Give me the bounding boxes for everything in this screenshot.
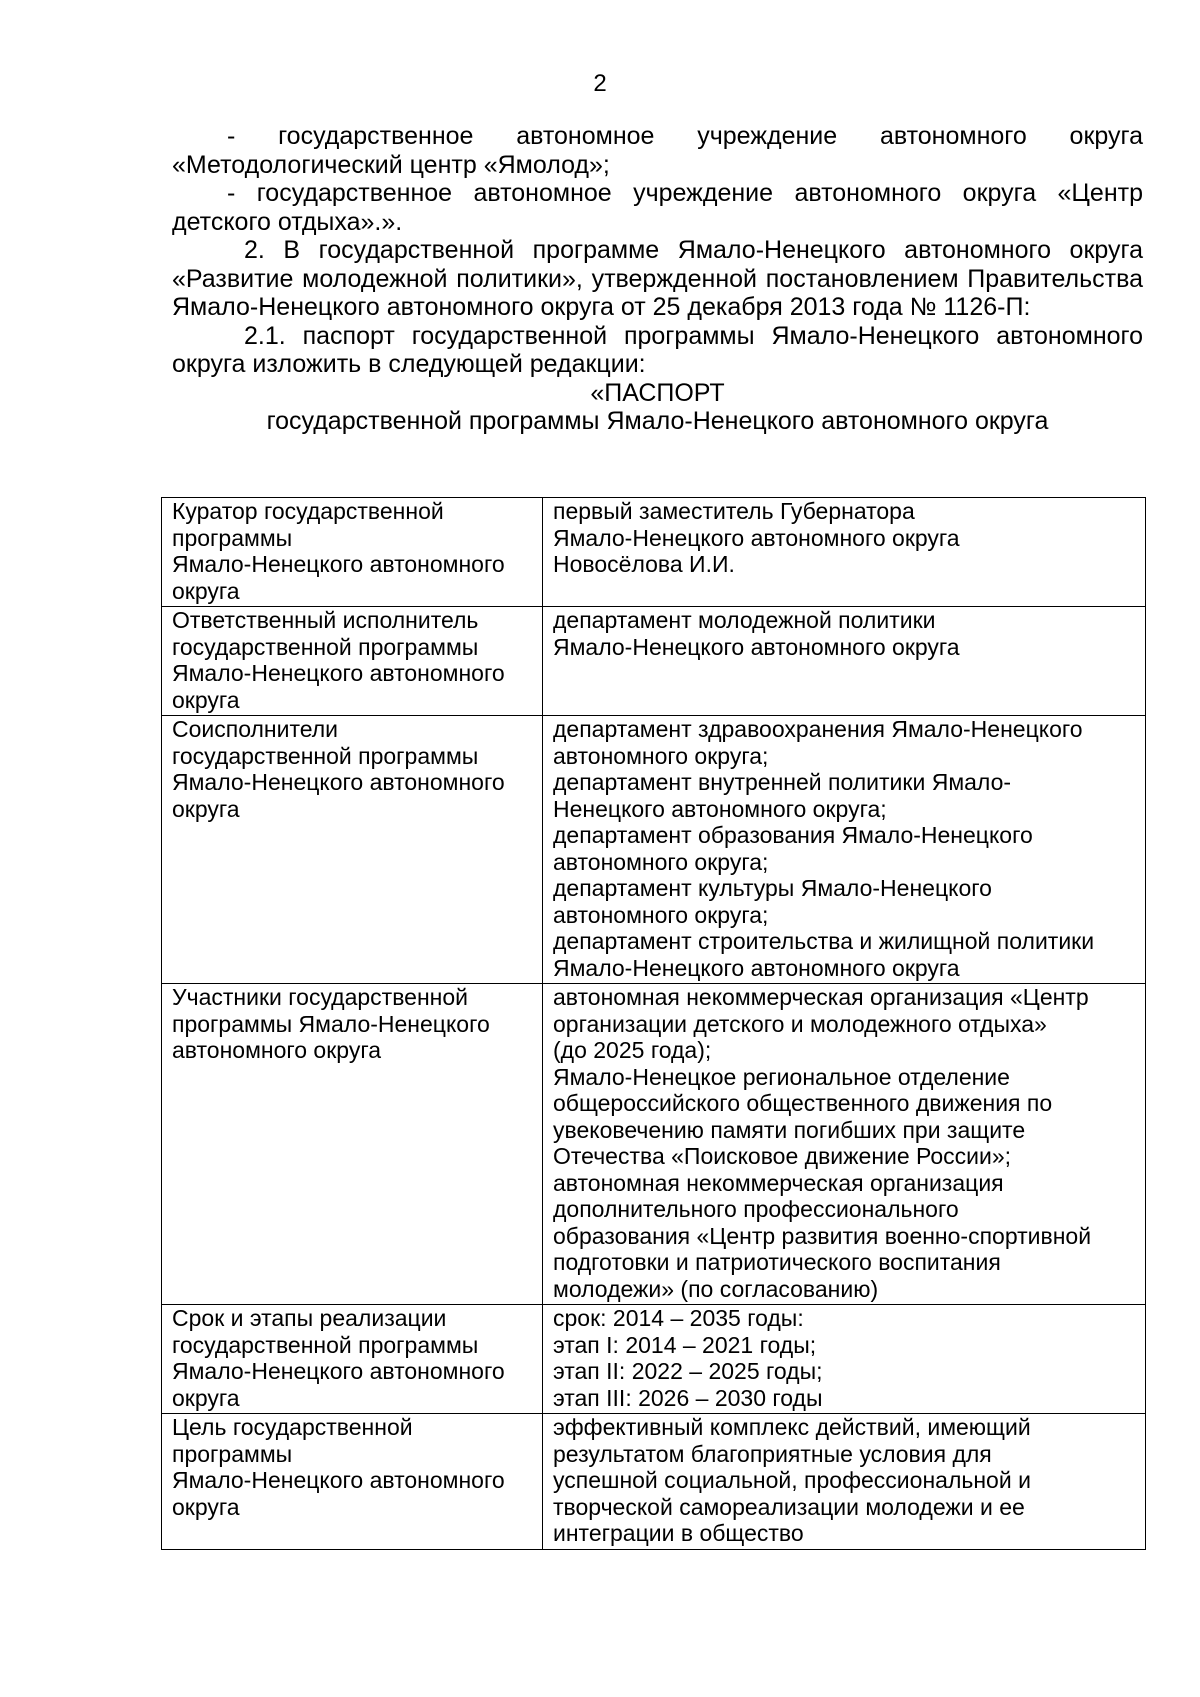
row-label-line: округа: [172, 1493, 240, 1520]
row-value-line: автономная некоммерческая организация: [553, 1169, 1004, 1196]
row-label-line: округа: [172, 577, 240, 604]
row-label-line: государственной программы: [172, 742, 479, 769]
paragraph-item-2-1: 2.1. паспорт государственной программы Ямало-Ненецкого автономного округа изложить в следующей редакции:: [172, 321, 1143, 378]
row-value-line: успешной социальной, профессиональной и: [553, 1467, 1031, 1493]
row-value-cell: [543, 984, 1146, 1305]
row-label-line: государственной программы: [172, 633, 479, 660]
row-label-cell: [162, 984, 543, 1305]
table-row: [162, 607, 1146, 716]
row-value-line: департамент здравоохранения Ямало-Ненецкого: [553, 716, 1083, 742]
row-value-line: департамент молодежной политики: [553, 607, 936, 633]
paragraph-bullet-1: - государственное автономное учреждение автономного округа «Методологический центр «Ямолод»;: [172, 122, 1143, 179]
row-value-cell: [543, 1305, 1146, 1414]
passport-table-body: [162, 498, 1146, 1550]
table-row: [162, 1414, 1146, 1550]
row-value-line: департамент образования Ямало-Ненецкого: [553, 822, 1033, 848]
row-label-line: округа: [172, 686, 240, 713]
row-label-line: Куратор государственной: [172, 498, 444, 524]
row-value-line: Новосёлова И.И.: [553, 551, 735, 577]
row-value-line: этап II: 2022 – 2025 годы;: [553, 1358, 823, 1384]
table-row: [162, 498, 1146, 607]
row-value-line: (до 2025 года);: [553, 1037, 712, 1063]
row-label-line: округа: [172, 795, 240, 822]
passport-title: «ПАСПОРТ: [590, 378, 725, 407]
row-label-line: Ямало-Ненецкого автономного: [172, 769, 505, 795]
row-label-line: Срок и этапы реализации: [172, 1305, 447, 1331]
row-value-line: общероссийского общественного движения по: [553, 1090, 1053, 1116]
row-label-line: Ямало-Ненецкого автономного: [172, 660, 505, 686]
row-label-line: Ямало-Ненецкого автономного: [172, 1467, 505, 1493]
row-value-line: срок: 2014 – 2035 годы:: [553, 1305, 804, 1331]
paragraph-item-2: 2. В государственной программе Ямало-Ненецкого автономного округа «Развитие молодежной политики», утвержденной постановлением Правительства Ямало-Ненецкого автономного округа от 25 декабря 2013 года № 1126-П:: [172, 236, 1143, 321]
row-value-line: дополнительного профессионального: [553, 1196, 959, 1222]
row-value-line: департамент строительства и жилищной политики: [553, 928, 1095, 954]
row-value-line: Ямало-Ненецкого автономного округа: [553, 524, 960, 551]
paragraph-bullet-2: - государственное автономное учреждение автономного округа «Центр детского отдыха».».: [172, 179, 1143, 236]
row-value-line: организации детского и молодежного отдыха»: [553, 1010, 1047, 1037]
row-label-line: программы: [172, 524, 293, 551]
passport-subtitle: государственной программы Ямало-Ненецкого автономного округа: [266, 407, 1049, 435]
row-value-cell: [543, 1414, 1146, 1550]
table-row: [162, 716, 1146, 984]
row-value-line: молодежи» (по согласованию): [553, 1275, 879, 1302]
row-value-line: автономная некоммерческая организация «Центр: [553, 984, 1089, 1010]
table-row: [162, 984, 1146, 1305]
row-label-line: Соисполнители: [172, 716, 339, 742]
row-value-line: результатом благоприятные условия для: [553, 1440, 992, 1467]
row-value-line: этап III: 2026 – 2030 годы: [553, 1384, 823, 1411]
passport-table: [161, 497, 1146, 1550]
row-value-line: первый заместитель Губернатора: [553, 498, 915, 524]
row-label-line: Ямало-Ненецкого автономного: [172, 551, 505, 577]
row-value-line: интеграции в общество: [553, 1520, 804, 1546]
row-label-line: Ямало-Ненецкого автономного: [172, 1358, 505, 1384]
row-label-line: Цель государственной: [172, 1414, 413, 1440]
row-value-line: департамент культуры Ямало-Ненецкого: [553, 875, 992, 901]
row-value-line: образования «Центр развития военно-спортивной: [553, 1222, 1092, 1249]
row-label-cell: [162, 1305, 543, 1414]
row-label-cell: [162, 1414, 543, 1550]
row-label-line: Ответственный исполнитель: [172, 607, 479, 633]
row-value-line: автономного округа;: [553, 742, 769, 769]
row-label-line: округа: [172, 1384, 240, 1411]
row-value-line: подготовки и патриотического воспитания: [553, 1249, 1001, 1275]
document-body: [172, 122, 1143, 436]
row-value-line: Ямало-Ненецкое региональное отделение: [553, 1063, 1010, 1090]
row-label-cell: [162, 498, 543, 607]
row-value-line: Ямало-Ненецкого автономного округа: [553, 633, 960, 660]
row-label-line: программы Ямало-Ненецкого: [172, 1010, 490, 1037]
row-value-line: Ненецкого автономного округа;: [553, 795, 887, 822]
row-value-line: Отечества «Поисковое движение России»;: [553, 1143, 1012, 1169]
row-label-line: программы: [172, 1440, 293, 1467]
row-value-line: автономного округа;: [553, 848, 769, 875]
row-value-line: Ямало-Ненецкого автономного округа: [553, 954, 960, 981]
row-value-line: автономного округа;: [553, 901, 769, 928]
row-value-cell: [543, 716, 1146, 984]
row-label-cell: [162, 716, 543, 984]
row-label-cell: [162, 607, 543, 716]
row-label-line: Участники государственной: [172, 984, 469, 1010]
row-label-line: автономного округа: [172, 1037, 381, 1063]
row-value-line: этап I: 2014 – 2021 годы;: [553, 1331, 817, 1358]
row-value-line: увековечению памяти погибших при защите: [553, 1116, 1026, 1143]
row-value-line: творческой самореализации молодежи и ее: [553, 1493, 1025, 1520]
page-number: 2: [593, 70, 607, 97]
row-label-line: государственной программы: [172, 1331, 479, 1358]
row-value-line: эффективный комплекс действий, имеющий: [553, 1414, 1031, 1440]
row-value-cell: [543, 607, 1146, 716]
table-row: [162, 1305, 1146, 1414]
row-value-cell: [543, 498, 1146, 607]
row-value-line: департамент внутренней политики Ямало-: [553, 769, 1012, 795]
